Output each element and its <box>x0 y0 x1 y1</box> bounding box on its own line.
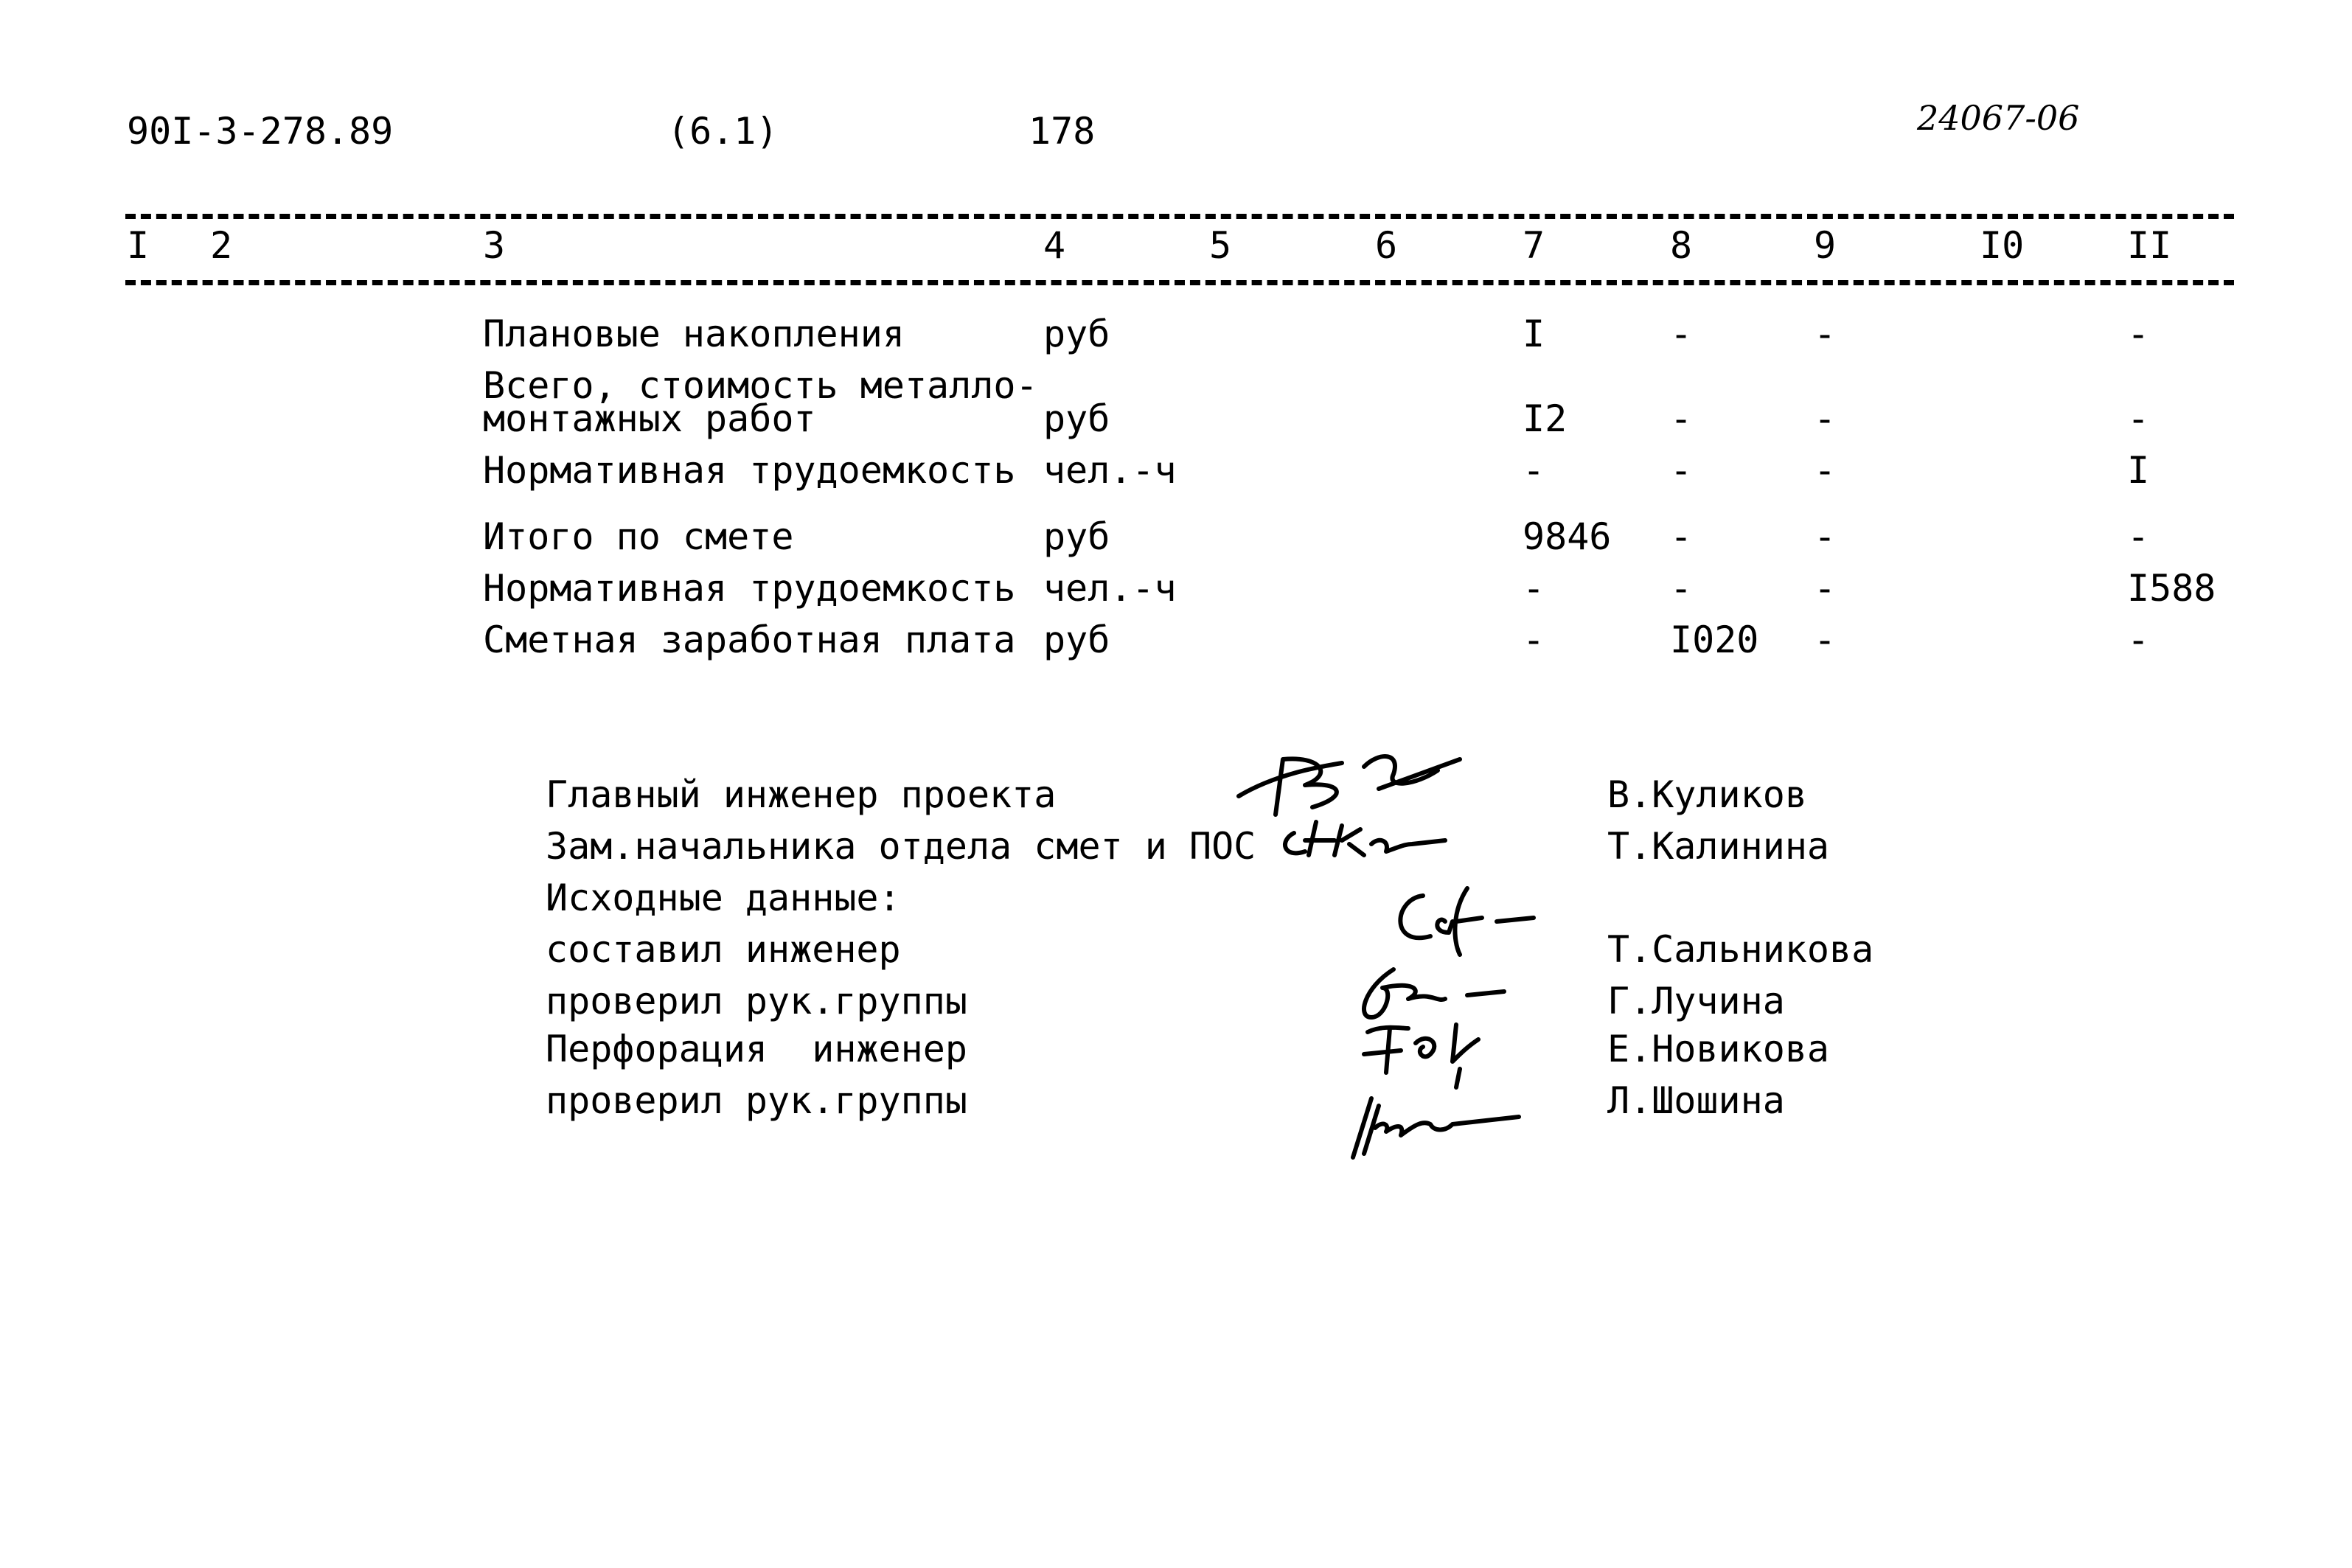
col-number-2: 2 <box>210 224 233 267</box>
col-number-4: 4 <box>1043 224 1066 267</box>
row-3-col11: I <box>2127 449 2150 492</box>
row-6-col7: - <box>1523 619 1545 661</box>
handwritten-signature-6 <box>1342 1084 1534 1165</box>
col-number-6: 6 <box>1375 224 1398 267</box>
row-2-name: Всего, стоимость металло- <box>483 364 1038 407</box>
row-1-col9: - <box>1814 313 1837 355</box>
row-1-col7: I <box>1523 313 1545 355</box>
row-5-col9: - <box>1814 567 1837 610</box>
row-5-col8: - <box>1670 567 1693 610</box>
document-code: 90I-3-278.89 <box>127 110 394 153</box>
signer-name-6: Е.Новикова <box>1607 1028 1830 1070</box>
header-top-rule <box>125 214 2234 219</box>
row-5-col11: I588 <box>2127 567 2216 610</box>
signer-name-7: Л.Шошина <box>1607 1079 1785 1122</box>
signer-name-5: Г.Лучина <box>1607 980 1785 1022</box>
row-4-col9: - <box>1814 515 1837 558</box>
row-3-col9: - <box>1814 449 1837 492</box>
row-4-col8: - <box>1670 515 1693 558</box>
signer-role-3: Исходные данные: <box>546 877 901 919</box>
row-2-name-cont: монтажных работ <box>483 397 816 440</box>
row-1-col11: - <box>2127 313 2150 355</box>
row-4-col11: - <box>2127 515 2150 558</box>
row-2-col11: - <box>2127 397 2150 440</box>
signer-name-4: Т.Сальникова <box>1607 928 1874 971</box>
section-number: (6.1) <box>667 110 779 153</box>
row-2-col9: - <box>1814 397 1837 440</box>
row-2-unit: руб <box>1043 397 1110 440</box>
row-1-name: Плановые накопления <box>483 313 905 355</box>
row-5-col7: - <box>1523 567 1545 610</box>
row-4-name: Итого по смете <box>483 515 794 558</box>
handwritten-signature-5 <box>1357 1010 1504 1091</box>
row-3-unit: чел.-ч <box>1043 449 1177 492</box>
handwritten-signature-2 <box>1276 811 1467 863</box>
col-number-9: 9 <box>1814 224 1837 267</box>
signer-name-2: Т.Калинина <box>1607 825 1830 868</box>
inventory-number: 24067-06 <box>1917 98 2080 138</box>
row-5-name: Нормативная трудоемкость <box>483 567 1016 610</box>
row-1-unit: руб <box>1043 313 1110 355</box>
col-number-5: 5 <box>1209 224 1232 267</box>
row-6-col11: - <box>2127 619 2150 661</box>
col-number-11: II <box>2127 224 2172 267</box>
signer-role-5: проверил рук.группы <box>546 980 967 1022</box>
col-number-1: I <box>127 224 150 267</box>
signer-role-1: Главный инженер проекта <box>546 773 1057 816</box>
signer-role-6: Перфорация инженер <box>546 1028 967 1070</box>
handwritten-signature-3 <box>1379 881 1548 962</box>
row-6-col8: I020 <box>1670 619 1759 661</box>
row-6-col9: - <box>1814 619 1837 661</box>
signer-role-2: Зам.начальника отдела смет и ПОС <box>546 825 1256 868</box>
row-4-unit: руб <box>1043 515 1110 558</box>
row-2-col7: I2 <box>1523 397 1568 440</box>
page-number: 178 <box>1029 110 1096 153</box>
signer-name-1: В.Куликов <box>1607 773 1807 816</box>
row-6-unit: руб <box>1043 619 1110 661</box>
row-6-name: Сметная заработная плата <box>483 619 1016 661</box>
col-number-8: 8 <box>1670 224 1693 267</box>
row-5-unit: чел.-ч <box>1043 567 1177 610</box>
header-bottom-rule <box>125 280 2234 285</box>
row-4-col7: 9846 <box>1523 515 1612 558</box>
signer-role-7: проверил рук.группы <box>546 1079 967 1122</box>
row-3-name: Нормативная трудоемкость <box>483 449 1016 492</box>
row-3-col7: - <box>1523 449 1545 492</box>
col-number-7: 7 <box>1523 224 1545 267</box>
col-number-3: 3 <box>483 224 506 267</box>
row-2-col8: - <box>1670 397 1693 440</box>
col-number-10: I0 <box>1980 224 2025 267</box>
signer-role-4: составил инженер <box>546 928 901 971</box>
row-1-col8: - <box>1670 313 1693 355</box>
row-3-col8: - <box>1670 449 1693 492</box>
